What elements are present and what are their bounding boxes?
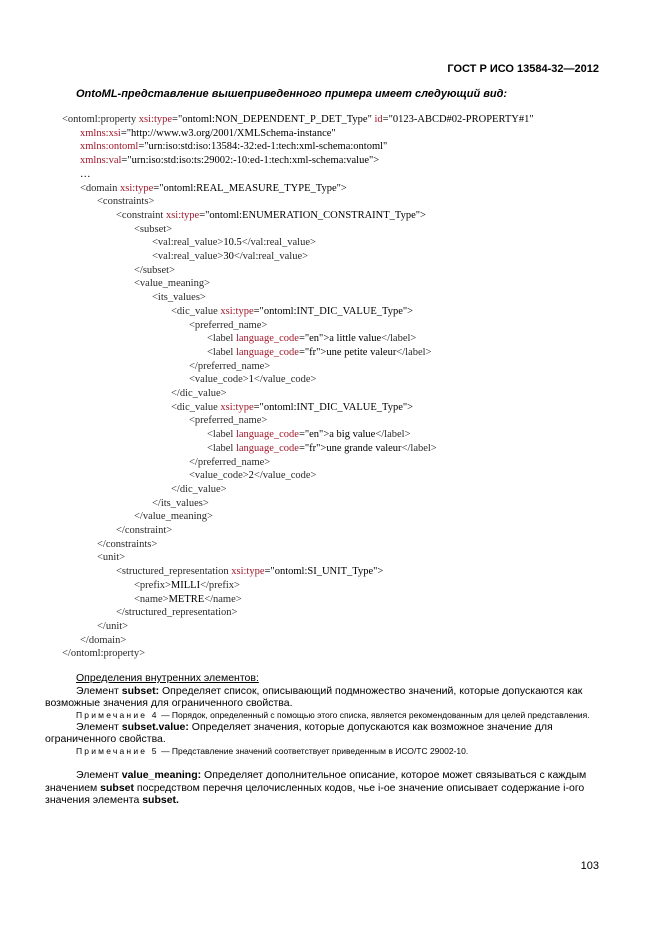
code-line (207, 346, 432, 360)
code-token: xsi:type (231, 566, 265, 578)
code-line (97, 195, 154, 209)
code-line (134, 223, 172, 237)
code-line (171, 401, 413, 415)
code-token: </label> (375, 429, 411, 441)
code-token: <preferred_name> (189, 319, 268, 331)
code-line (97, 538, 157, 552)
definition-term: value_meaning: (121, 768, 202, 781)
code-token: </val:real_value> (233, 251, 309, 262)
code-token: </value_meaning> (134, 511, 213, 523)
definition-value-meaning (45, 769, 600, 807)
code-line (189, 469, 316, 483)
page-number: 103 (580, 860, 599, 872)
code-line (189, 373, 316, 387)
code-token: <domain (80, 182, 121, 194)
code-token: </structured_representation> (116, 607, 238, 619)
code-token: ="fr">une grande valeur (298, 442, 402, 454)
code-line (152, 497, 209, 511)
definitions-section (45, 672, 600, 807)
code-token: xmlns:val (80, 155, 122, 167)
code-token: ="fr">une petite valeur (298, 346, 397, 358)
code-line (116, 524, 172, 538)
code-line (116, 606, 237, 620)
code-token: ="ontoml:INT_DIC_VALUE_Type"> (253, 305, 414, 317)
code-token: language_code (235, 346, 299, 358)
code-line (207, 428, 411, 442)
code-line (189, 414, 267, 428)
code-token: </subset> (134, 264, 176, 276)
code-line (116, 209, 426, 223)
definition-lead: Элемент (76, 768, 122, 781)
code-token: </value_code> (253, 374, 317, 386)
code-token: <label (207, 333, 236, 345)
code-token: <label (207, 346, 236, 358)
code-token: </value_code> (253, 470, 317, 482)
code-token: </val:real_value> (241, 237, 316, 249)
code-token: </label> (381, 333, 417, 345)
note-label: Примечание 4 (76, 709, 159, 720)
code-token: id (374, 114, 383, 125)
code-token: 10.5 (223, 237, 242, 249)
code-token: xsi:type (120, 182, 154, 194)
code-token: <name> (134, 593, 169, 605)
code-line (171, 483, 227, 497)
definition-term: subset.value: (121, 720, 189, 733)
code-token: <unit> (97, 552, 126, 564)
code-line (80, 634, 126, 648)
code-token: ="http://www.w3.org/2001/XMLSchema-instance" (120, 127, 336, 139)
code-token: </ontoml:property> (62, 648, 146, 660)
code-token: xsi:type (220, 401, 254, 413)
code-line (80, 127, 336, 141)
code-token: </label> (396, 346, 432, 358)
code-token: <label (207, 429, 236, 441)
code-token: xsi:type (220, 305, 254, 317)
code-token: <value_meaning> (134, 278, 210, 290)
code-token: </constraints> (97, 538, 158, 550)
standard-header: ГОСТ Р ИСО 13584-32—2012 (447, 63, 599, 75)
code-token: 30 (223, 251, 234, 262)
code-token: </its_values> (152, 497, 209, 509)
definition-lead: Элемент (76, 684, 122, 697)
definition-subset (45, 685, 600, 710)
code-token: ="en">a big value (298, 429, 376, 441)
code-token: language_code (235, 429, 299, 441)
code-token: 1 (248, 374, 254, 386)
code-token: </unit> (97, 620, 129, 632)
code-line (134, 579, 240, 593)
code-token: </name> (204, 593, 242, 605)
code-line (62, 113, 534, 127)
note-text: — Представление значений соответствует приведенным в ИСО/ТС 29002-10. (158, 745, 469, 756)
code-token: 2 (248, 470, 254, 482)
code-line (189, 319, 267, 333)
code-line (171, 387, 227, 401)
code-token: xmlns:ontoml (80, 141, 139, 153)
definition-term: subset. (142, 794, 179, 807)
code-token: </dic_value> (171, 388, 227, 399)
code-token: <value_code> (189, 470, 249, 482)
code-line (189, 456, 270, 470)
definition-term: subset (100, 781, 135, 794)
code-token: MILLI (170, 579, 201, 591)
definition-subset-value (45, 721, 600, 746)
code-token: ="ontoml:SI_UNIT_Type"> (264, 566, 384, 578)
code-token: <ontoml:property (62, 114, 139, 125)
code-token: <label (207, 442, 236, 454)
code-token: </dic_value> (171, 483, 227, 495)
code-token: <val:real_value> (152, 237, 224, 249)
code-token: <preferred_name> (189, 415, 268, 427)
note-4 (45, 710, 600, 721)
note-label: Примечание 5 (76, 745, 159, 756)
code-token: ="0123-ABCD#02-PROPERTY#1" (382, 114, 534, 125)
code-token: </preferred_name> (189, 456, 271, 468)
code-token: METRE (168, 593, 205, 605)
code-token: <value_code> (189, 374, 249, 386)
code-token: ="urn:iso:std:iso:ts:29002:-10:ed-1:tech:xml-schema:value"> (121, 155, 380, 167)
code-line (207, 332, 416, 346)
definition-term: subset: (121, 684, 160, 697)
definition-text: Определяет список, описывающий подмножество значений, которые допускаются как возможные значения для ограниченного свойства. (45, 684, 583, 710)
code-token: ="ontoml:INT_DIC_VALUE_Type"> (253, 401, 414, 413)
code-line (62, 647, 145, 661)
definition-text: Определяет значения, которые допускаются как возможное значение для ограниченного свойства. (45, 720, 553, 746)
code-token: </prefix> (200, 579, 240, 591)
code-token: ="en">a little value (298, 333, 382, 345)
code-line (134, 593, 242, 607)
code-token: <prefix> (134, 579, 171, 591)
code-token: ="ontoml:ENUMERATION_CONSTRAINT_Type"> (199, 209, 426, 221)
code-token: <its_values> (152, 292, 206, 304)
note-5 (45, 746, 600, 757)
code-token: xsi:type (165, 209, 200, 221)
code-line (80, 140, 387, 154)
code-token: xsi:type (138, 114, 173, 125)
code-token: <subset> (134, 223, 173, 235)
code-token: </constraint> (116, 525, 173, 536)
code-line (80, 168, 91, 182)
code-token: … (80, 168, 91, 180)
code-token: <constraints> (97, 196, 155, 208)
code-line (152, 236, 316, 250)
code-token: <dic_value (171, 305, 221, 317)
code-line (97, 551, 125, 565)
intro-text: OntoML-представление вышеприведенного примера имеет следующий вид: (76, 88, 508, 100)
code-token: <structured_representation (116, 566, 232, 578)
code-line (207, 442, 437, 456)
note-text: — Порядок, определенный с помощью этого списка, является рекомендованным для целей представления. (158, 709, 590, 720)
code-line (152, 291, 206, 305)
code-line (134, 277, 210, 291)
code-token: ="urn:iso:std:iso:13584:-32:ed-1:tech:xml-schema:ontoml" (138, 141, 388, 153)
code-line (97, 620, 128, 634)
code-token: ="ontoml:NON_DEPENDENT_P_DET_Type" (172, 114, 375, 125)
definition-text: посредством перечня целочисленных кодов, чье i-ое значение описывает содержание i-ого значения элемента (45, 781, 585, 807)
code-token: </domain> (80, 634, 127, 646)
code-line (134, 264, 175, 278)
definition-text: Определяет дополнительное описание, которое может связываться с каждым значением (45, 768, 587, 794)
definition-lead: Элемент (76, 720, 122, 733)
code-token: ="ontoml:REAL_MEASURE_TYPE_Type"> (153, 182, 347, 194)
code-token: </preferred_name> (189, 360, 271, 372)
code-line (80, 182, 347, 196)
code-token: <dic_value (171, 401, 221, 413)
code-token: <val:real_value> (152, 251, 224, 262)
code-line (116, 565, 383, 579)
definitions-heading: Определения внутренних элементов: (76, 672, 259, 684)
code-line (189, 360, 270, 374)
code-token: </label> (401, 442, 437, 454)
code-line (134, 510, 213, 524)
code-line (171, 305, 413, 319)
code-token: xmlns:xsi (80, 127, 121, 139)
code-line (80, 154, 379, 168)
code-token: <constraint (116, 209, 166, 221)
code-token: language_code (235, 442, 299, 454)
code-token: language_code (235, 333, 299, 345)
code-line (152, 250, 308, 264)
